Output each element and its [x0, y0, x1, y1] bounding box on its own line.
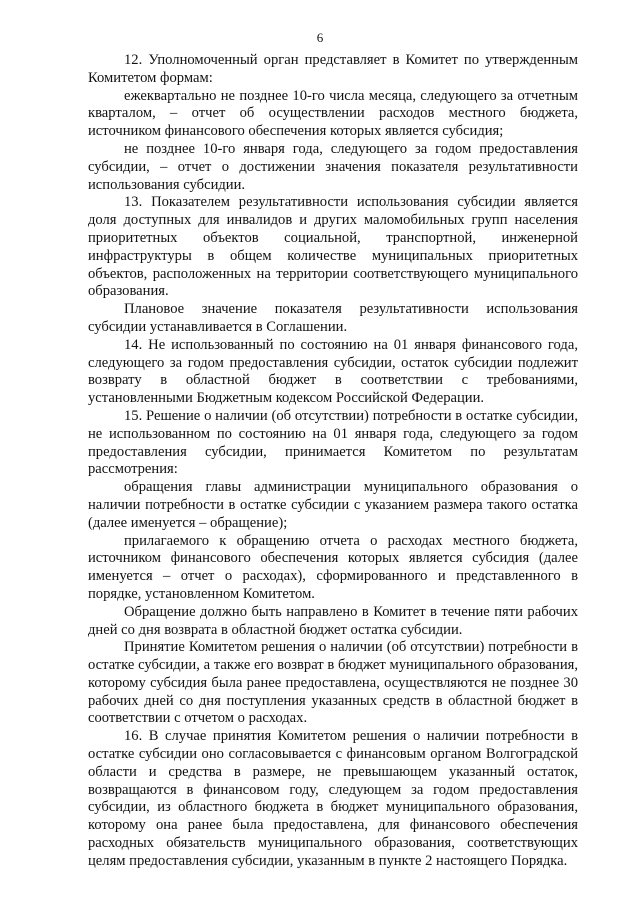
- paragraph-15-decision: Принятие Комитетом решения о наличии (об отсутствии) потребности в остатке субсидии, а также его возврат в бюджет муниципального образования, которому субсидия была ранее предоставлена, осуществляются не позднее 30 рабочих дней со дня поступления указанных средств в областной бюджет в соответствии с отчетом о расходах.: [88, 639, 578, 727]
- paragraph-15-report: прилагаемого к обращению отчета о расходах местного бюджета, источником финансового обеспечения которых является субсидия (далее именуется – отчет о расходах), сформированного и представленного в порядке, установленном Комитетом.: [88, 532, 578, 602]
- paragraph-12-intro: 12. Уполномоченный орган представляет в Комитет по утвержденным Комитетом формам:: [88, 52, 578, 86]
- paragraph-15-deadline: Обращение должно быть направлено в Комитет в течение пяти рабочих дней со дня возврата в областной бюджет остатка субсидии.: [88, 603, 578, 638]
- paragraph-16: 16. В случае принятия Комитетом решения о наличии потребности в остатке субсидии оно согласовывается с финансовым органом Волгоградской области и средства в размере, не превышающем указанный остаток, возвращаются в финансовом году, следующем за годом предоставления субсидии, из областного бюджета в бюджет муниципального образования, которому она ранее была предоставлена, для финансового обеспечения расходных обязательств муниципального образования, соответствующих целям предоставления субсидии, указанным в пункте 2 настоящего Порядка.: [88, 728, 578, 869]
- paragraph-15-appeal: обращения главы администрации муниципального образования о наличии потребности в остатке субсидии с указанием размера такого остатка (далее именуется – обращение);: [88, 479, 578, 531]
- paragraph-15: 15. Решение о наличии (об отсутствии) потребности в остатке субсидии, не использованном по состоянию на 01 января года, следующего за годом предоставления субсидии, принимается Комитетом по результатам рассмотрения:: [88, 407, 578, 478]
- paragraph-13: 13. Показателем результативности использования субсидии является доля доступных для инвалидов и других маломобильных групп населения приоритетных объектов социальной, транспортной, инженерной инфраструктуры в общем количестве муниципальных приоритетных объектов, расположенных на территории соответствующего муниципального образования.: [88, 194, 578, 300]
- paragraph-13-plan-value: Плановое значение показателя результативности использования субсидии устанавливается в Соглашении.: [88, 301, 578, 335]
- paragraph-12-annual: не позднее 10-го января года, следующего за годом предоставления субсидии, – отчет о достижении значения показателя результативности использования субсидии.: [88, 140, 578, 193]
- paragraph-12-quarterly: ежеквартально не позднее 10-го числа месяца, следующего за отчетным кварталом, – отчет об осуществлении расходов местного бюджета, источником финансового обеспечения которых является субсидия;: [88, 87, 578, 140]
- document-body: [88, 52, 578, 871]
- page-number: 6: [316, 30, 324, 45]
- paragraph-14: 14. Не использованный по состоянию на 01 января финансового года, следующего за годом предоставления субсидии, остаток субсидии подлежит возврату в областной бюджет в соответствии с требованиями, установленными Бюджетным кодексом Российской Федерации.: [88, 336, 578, 407]
